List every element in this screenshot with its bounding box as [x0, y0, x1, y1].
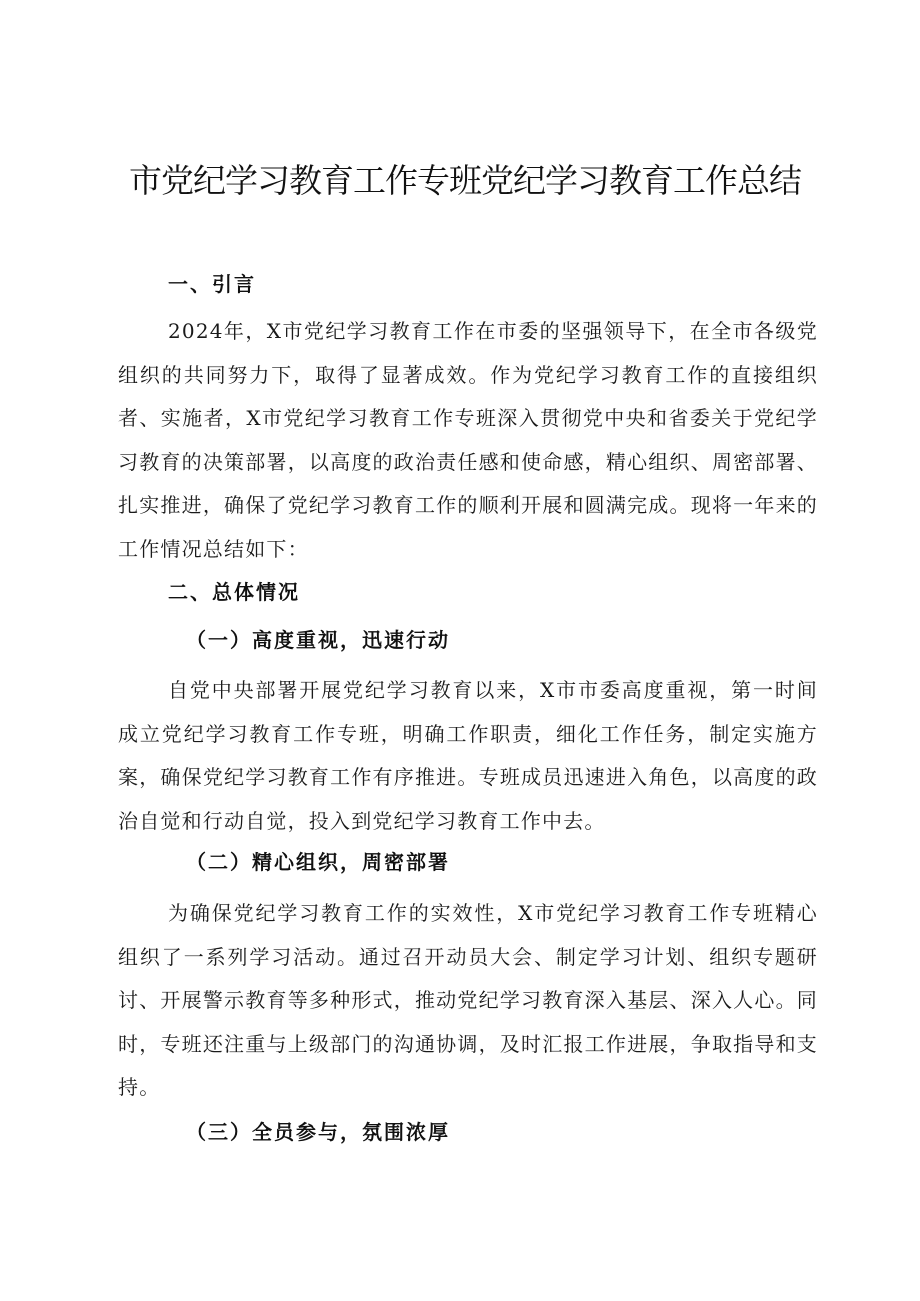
- document-title: 市党纪学习教育工作专班党纪学习教育工作总结: [129, 161, 801, 200]
- subsection-heading-2: （二）精心组织，周密部署: [186, 850, 450, 874]
- intro-paragraph: 2024年，X市党纪学习教育工作在市委的坚强领导下，在全市各级党组织的共同努力下，取得了显著成效。作为党纪学习教育工作的直接组织者、实施者，X市党纪学习教育工作专班深入贯彻党中央和省委关于党纪学习教育的决策部署，以高度的政治责任感和使命感，精心组织、周密部署、扎实推进，确保了党纪学习教育工作的顺利开展和圆满完成。现将一年来的工作情况总结如下：: [118, 319, 818, 561]
- subsection-heading-3: （三）全员参与，氛围浓厚: [186, 1120, 450, 1144]
- section-heading-intro: 一、引言: [168, 272, 256, 296]
- subsection-2-paragraph: 为确保党纪学习教育工作的实效性，X市党纪学习教育工作专班精心组织了一系列学习活动。通过召开动员大会、制定学习计划、组织专题研讨、开展警示教育等多种形式，推动党纪学习教育深入基层、深入人心。同时，专班还注重与上级部门的沟通协调，及时汇报工作进展，争取指导和支持。: [118, 901, 818, 1099]
- section-heading-overview: 二、总体情况: [168, 580, 300, 604]
- subsection-1-paragraph: 自党中央部署开展党纪学习教育以来，X市市委高度重视，第一时间成立党纪学习教育工作专班，明确工作职责，细化工作任务，制定实施方案，确保党纪学习教育工作有序推进。专班成员迅速进入角色，以高度的政治自觉和行动自觉，投入到党纪学习教育工作中去。: [118, 678, 818, 833]
- subsection-heading-1: （一）高度重视，迅速行动: [186, 628, 450, 652]
